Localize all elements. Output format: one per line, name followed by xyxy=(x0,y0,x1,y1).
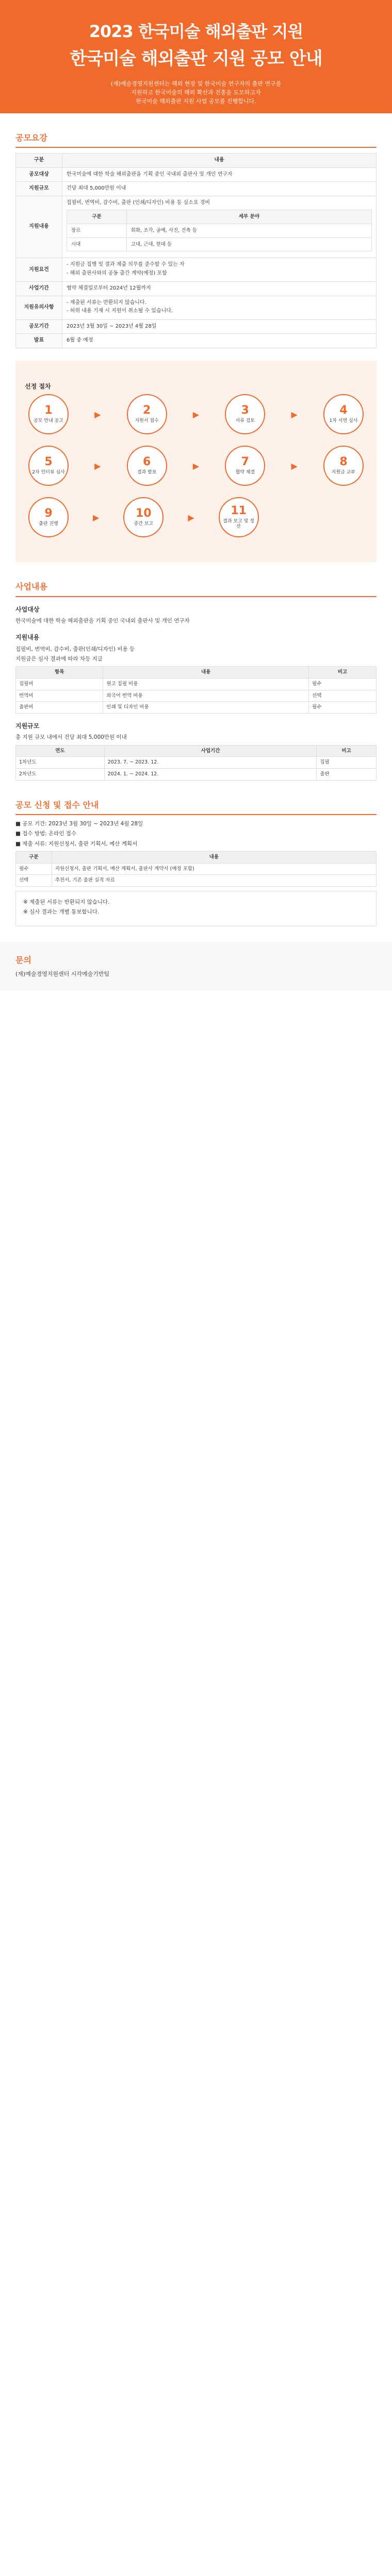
process-diagram xyxy=(15,361,377,562)
arrow-right-icon: ▶ xyxy=(192,461,200,471)
table-row: 선택 추천서, 기존 출판 실적 자료 xyxy=(16,875,377,887)
process-step: 7 협약 체결 xyxy=(221,446,269,486)
process-title: 선정 절차 xyxy=(25,382,51,390)
table-row: 지원요건 - 지원금 집행 및 결과 제출 의무를 준수할 수 있는 자 - 해외 출판사와의 공동 출간 계약(예정) 포함 xyxy=(16,258,377,282)
contact-footer xyxy=(0,942,392,991)
arrow-right-icon: ▶ xyxy=(291,461,298,471)
detail-section: 사업대상 한국미술에 대한 학술 해외출판을 기획 중인 국내외 출판사 및 개인 연구자 지원내용 집필비, 번역비, 감수비, 출판(인쇄/디자인) 비용 등 지원금은 심사 결과에 따라 차등 지급 항목 내용 비고 집필비 원고 집필 비용 필수 번역비 외국어 번역 비용 선택 출판비 인쇄 및 디자인 비용 필수 지원규모 총 지원 규모 내에서 건당 최대 5,000만원 이내 연도 사업기간 비고 1차년도 2023. 7. ~ 2023. 12. 집필 2차년도 2024. 1. ~ 2024. 12. 출판 xyxy=(15,605,377,781)
table-row: 공모대상 한국미술에 대한 학술 해외출판을 기획 중인 국내외 출판사 및 개인 연구자 xyxy=(16,167,377,182)
hero-title: 2023 한국미술 해외출판 지원 xyxy=(89,22,303,41)
section-title-overview: 공모요강 xyxy=(15,132,377,148)
fields-table: 구분 세부 분야 장르 회화, 조각, 공예, 사진, 건축 등 시대 고대, 근대, 현대 등 xyxy=(67,210,372,251)
process-step: 10 중간 보고 xyxy=(120,497,167,537)
notes-box: ※ 제출된 서류는 반환되지 않습니다. ※ 심사 결과는 개별 통보합니다. xyxy=(15,891,377,926)
process-step: 11 결과 보고 및 정산 xyxy=(215,497,263,537)
table-row: 2차년도 2024. 1. ~ 2024. 12. 출판 xyxy=(16,769,377,781)
process-step: 3 서류 검토 xyxy=(221,394,269,434)
contact-org: (재)예술경영지원센터 시각예술기반팀 xyxy=(15,970,110,977)
years-table: 연도 사업기간 비고 1차년도 2023. 7. ~ 2023. 12. 집필 2차년도 2024. 1. ~ 2024. 12. 출판 xyxy=(15,745,377,781)
table-row: 필수 지원신청서, 출판 기획서, 예산 계획서, 출판사 계약서 (예정 포함) xyxy=(16,863,377,875)
section-title-apply: 공모 신청 및 접수 안내 xyxy=(15,799,377,815)
table-row: 1차년도 2023. 7. ~ 2023. 12. 집필 xyxy=(16,757,377,769)
process-step: 8 지원금 교부 xyxy=(320,446,367,486)
documents-table: 구분 내용 필수 지원신청서, 출판 기획서, 예산 계획서, 출판사 계약서 (예정 포함) 선택 추천서, 기존 출판 실적 자료 xyxy=(15,851,377,887)
overview-table: 구분 내용 공모대상 한국미술에 대한 학술 해외출판을 기획 중인 국내외 출판사 및 개인 연구자 지원규모 건당 최대 5,000만원 이내 지원내용 집필비, 번역비, 감수비, 출판 (인쇄/디자인) 비용 등 실소요 경비 구분 세부 분야 장르 회화, 조각, 공예, 사진, 건축 등 시대 고대, 근대, 현대 등 지원요건 - 지원금 집행 및 결과 제출 의무를 준수할 수 있는 자 - 해외 출판사와의 공동 출간 계약(예정) 포함 사업기간 협약 체결일로부터 2024년 12월까지 지원유의사항 - 제출된 서류는 반환되지 않습니다. - 허위 내용 기재 시 지원이 취소될 수 있습니다. 공모기간 2023년 3월 30일 ~ 2023년 4월 28일 발표 6월 중 예정 xyxy=(15,153,377,348)
process-step: 6 결과 발표 xyxy=(123,446,171,486)
table-row: 지원유의사항 - 제출된 서류는 반환되지 않습니다. - 허위 내용 기재 시 지원이 취소될 수 있습니다. xyxy=(16,296,377,319)
table-row: 발표 6월 중 예정 xyxy=(16,334,377,348)
hero-intro: (재)예술경영지원센터는 해외 현장 및 한국미술 연구자의 출판 연구를 지원하고 한국미술의 해외 확산과 진흥을 도모하고자 한국미술 해외출판 지원 사업 공모를 진행합니다. xyxy=(110,80,282,105)
table-row: 집필비 원고 집필 비용 필수 xyxy=(16,678,377,690)
arrow-right-icon: ▶ xyxy=(188,512,194,522)
arrow-right-icon: ▶ xyxy=(291,409,298,419)
hero-subtitle: 한국미술 해외출판 지원 공모 안내 xyxy=(70,48,322,70)
process-step: 5 2차 인터뷰 심사 xyxy=(25,446,72,486)
table-row: 지원규모 건당 최대 5,000만원 이내 xyxy=(16,182,377,196)
arrow-right-icon: ▶ xyxy=(93,512,100,522)
table-row: 지원내용 집필비, 번역비, 감수비, 출판 (인쇄/디자인) 비용 등 실소요 경비 구분 세부 분야 장르 회화, 조각, 공예, 사진, 건축 등 시대 고대, 근대, 현대 등 xyxy=(16,196,377,258)
table-row: 출판비 인쇄 및 디자인 비용 필수 xyxy=(16,702,377,714)
process-step: 1 공모 안내 공고 xyxy=(25,394,72,434)
arrow-right-icon: ▶ xyxy=(94,409,101,419)
arrow-right-icon: ▶ xyxy=(192,409,200,419)
hero-banner xyxy=(0,0,392,113)
process-step: 2 지원서 접수 xyxy=(123,394,171,434)
process-step: 9 출판 진행 xyxy=(25,497,72,537)
arrow-right-icon: ▶ xyxy=(94,461,101,471)
table-row: 번역비 외국어 번역 비용 선택 xyxy=(16,690,377,702)
budget-table: 항목 내용 비고 집필비 원고 집필 비용 필수 번역비 외국어 번역 비용 선택 출판비 인쇄 및 디자인 비용 필수 xyxy=(15,666,377,714)
contact-title: 문의 xyxy=(15,955,31,965)
section-title-detail: 사업내용 xyxy=(15,581,377,597)
table-row: 공모기간 2023년 3월 30일 ~ 2023년 4월 28일 xyxy=(16,319,377,334)
apply-section: ■ 공모 기간: 2023년 3월 30일 ~ 2023년 4월 28일 ■ 접수 방법: 온라인 접수 ■ 제출 서류: 지원신청서, 출판 기획서, 예산 계획서 구분 내용 필수 지원신청서, 출판 기획서, 예산 계획서, 출판사 계약서 (예정 포함) 선택 추천서, 기존 출판 실적 자료 ※ 제출된 서류는 반환되지 않습니다. ※ 심사 결과는 개별 통보합니다. xyxy=(15,820,377,926)
process-step: 4 1차 서면 심사 xyxy=(320,394,367,434)
table-row: 사업기간 협약 체결일로부터 2024년 12월까지 xyxy=(16,282,377,296)
